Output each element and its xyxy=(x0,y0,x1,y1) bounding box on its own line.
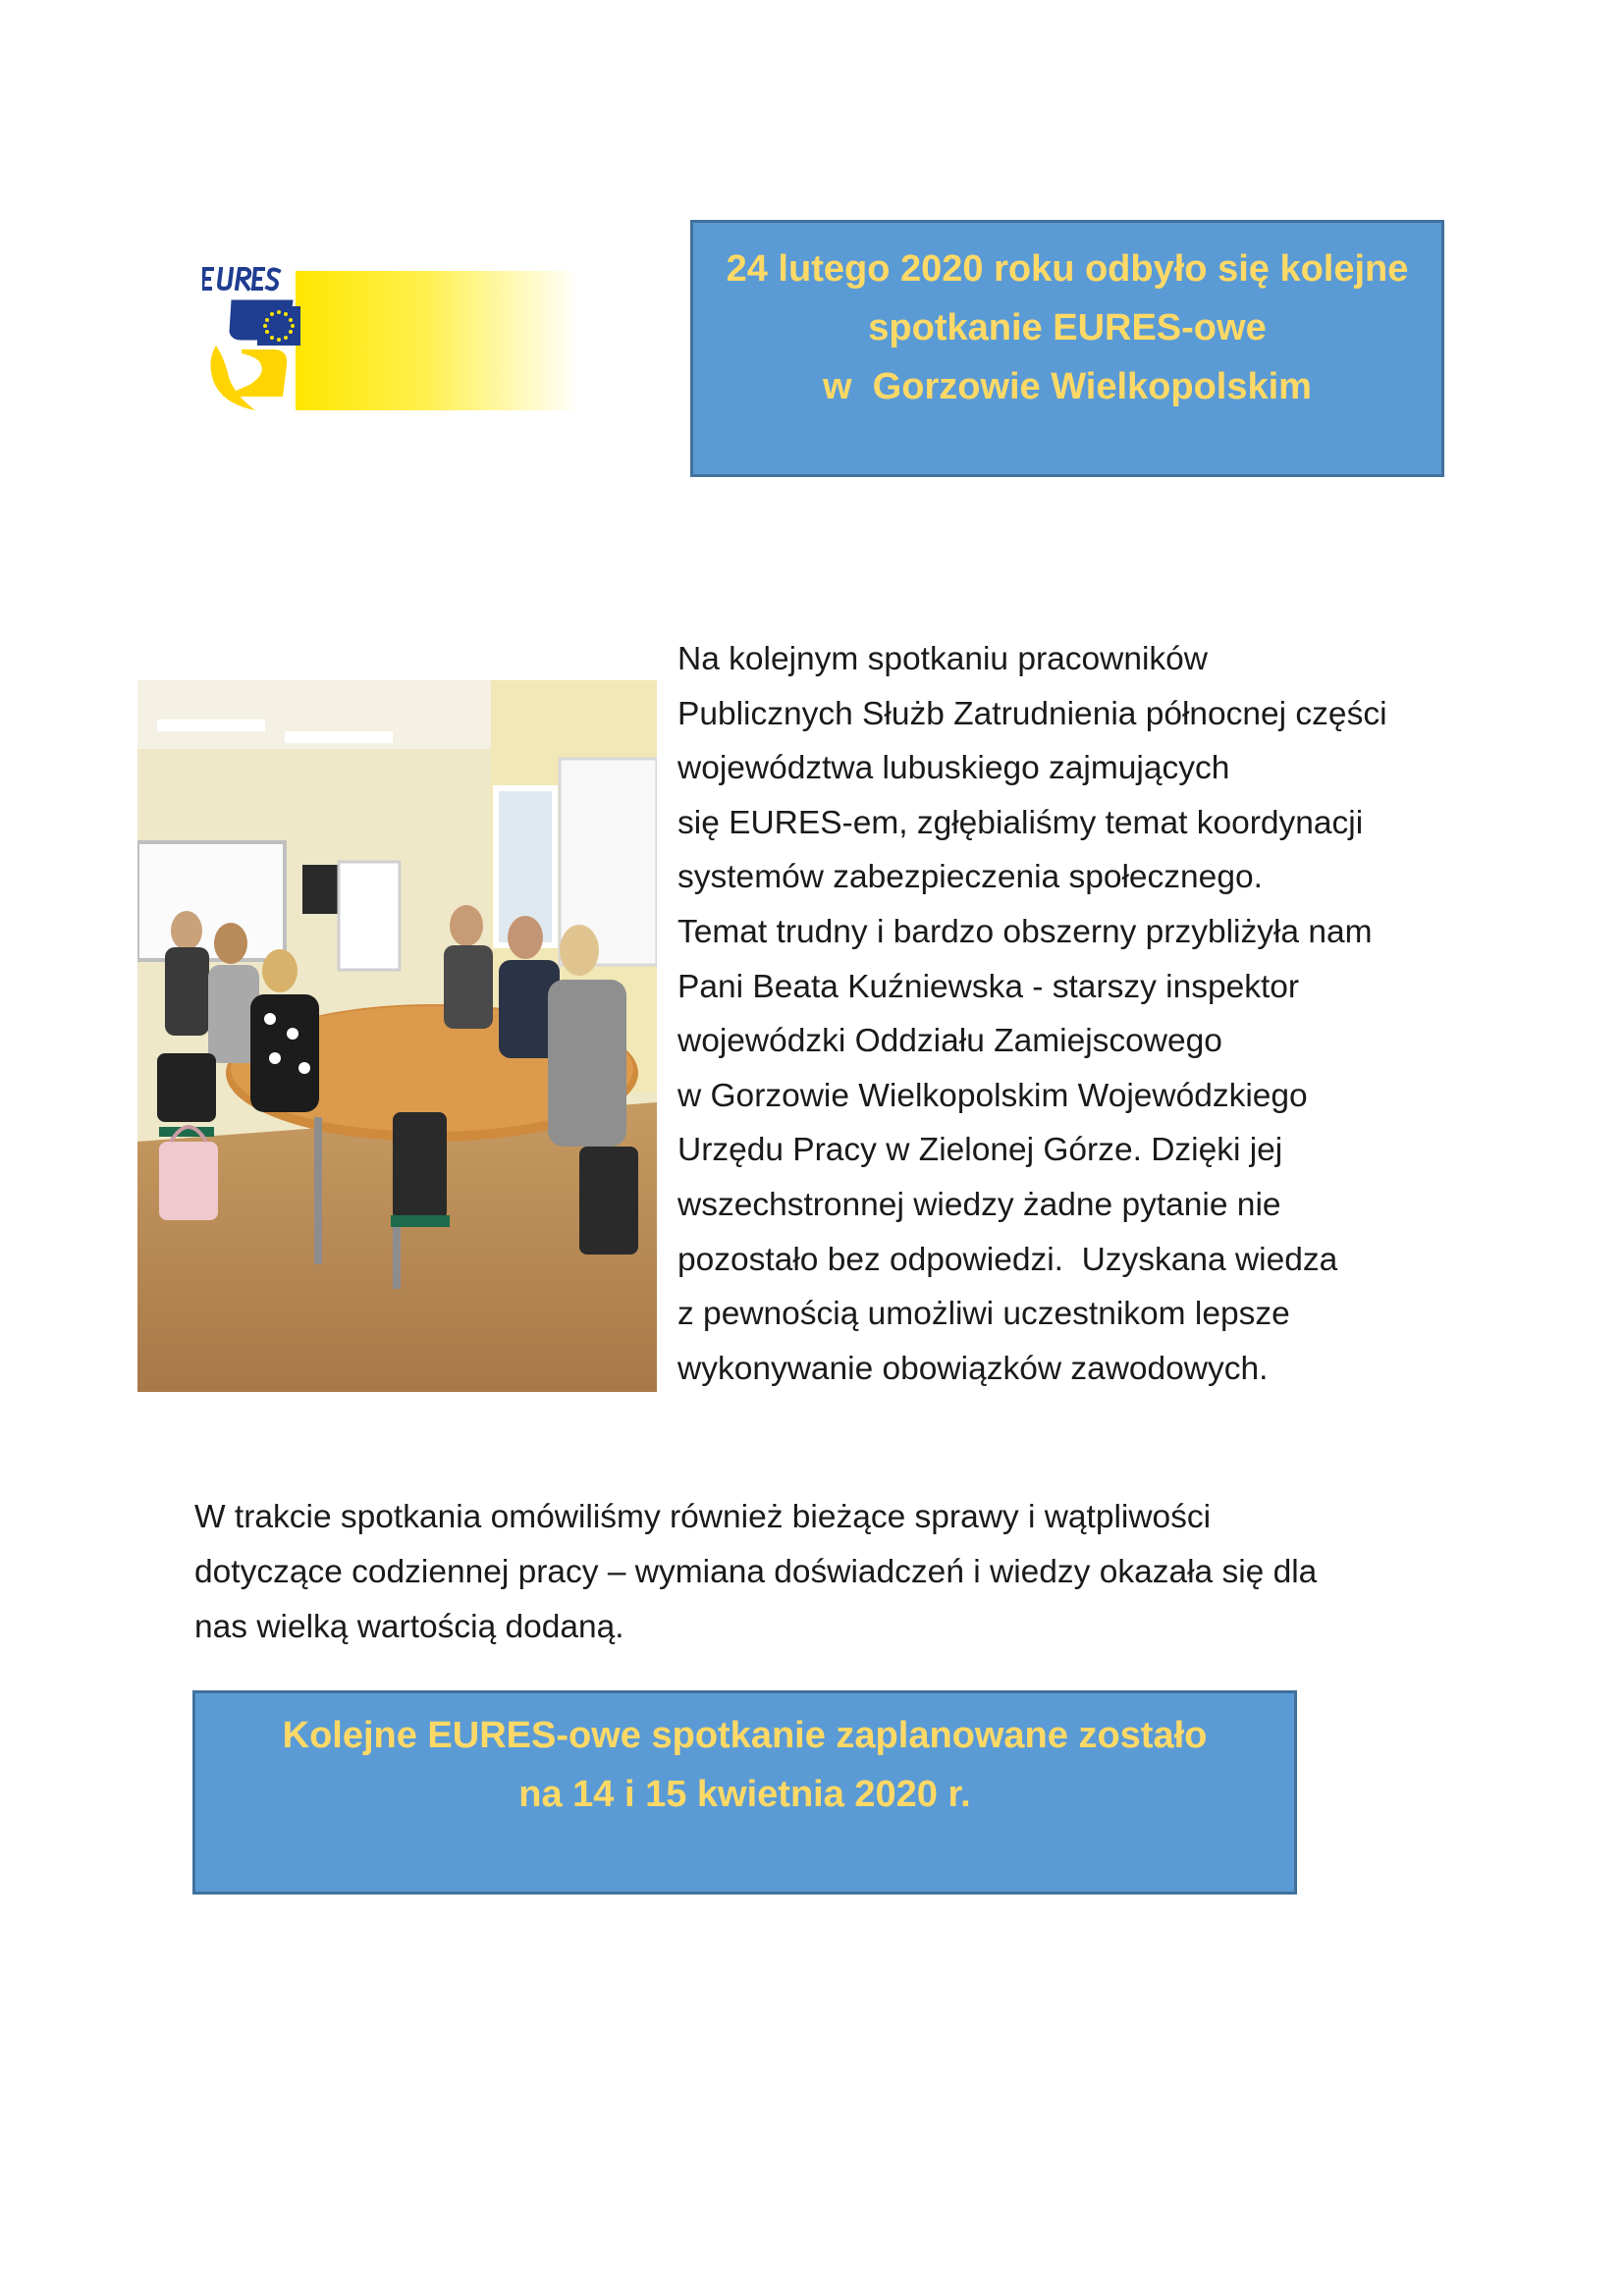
intro-line: Pani Beata Kuźniewska - starszy inspektor xyxy=(677,968,1300,1005)
header-line: spotkanie EURES-owe xyxy=(868,307,1267,348)
header-line: w Gorzowie Wielkopolskim xyxy=(823,366,1312,407)
summary-line: W trakcie spotkania omówiliśmy również bieżące sprawy i wątpliwości xyxy=(194,1499,1212,1535)
meeting-photo xyxy=(137,680,657,1392)
intro-line: Temat trudny i bardzo obszerny przybliżyła nam xyxy=(677,913,1373,950)
intro-line: województwa lubuskiego zajmujących xyxy=(677,750,1230,787)
intro-line: wykonywanie obowiązków zawodowych. xyxy=(677,1350,1269,1387)
summary-paragraph xyxy=(194,1490,1471,1655)
intro-line: w Gorzowie Wielkopolskim Wojewódzkiego xyxy=(677,1077,1308,1114)
next-meeting-box xyxy=(192,1690,1297,1895)
summary-line: nas wielką wartością dodaną. xyxy=(194,1609,624,1645)
intro-line: się EURES-em, zgłębialiśmy temat koordynacji xyxy=(677,804,1364,841)
intro-paragraph xyxy=(677,632,1542,1396)
summary-line: dotyczące codziennej pracy – wymiana doświadczeń i wiedzy okazała się dla xyxy=(194,1554,1318,1590)
intro-line: z pewnością umożliwi uczestnikom lepsze xyxy=(677,1296,1290,1333)
next-meeting-line: na 14 i 15 kwietnia 2020 r. xyxy=(518,1774,971,1815)
intro-line: Publicznych Służb Zatrudnienia północnej części xyxy=(677,695,1387,732)
intro-line: pozostało bez odpowiedzi. Uzyskana wiedza xyxy=(677,1241,1338,1278)
next-meeting-line: Kolejne EURES-owe spotkanie zaplanowane zostało xyxy=(282,1715,1208,1756)
intro-line: Na kolejnym spotkaniu pracowników xyxy=(677,641,1208,677)
intro-line: wojewódzki Oddziału Zamiejscowego xyxy=(677,1023,1222,1060)
intro-line: Urzędu Pracy w Zielonej Górze. Dzięki jej xyxy=(677,1132,1283,1169)
intro-line: systemów zabezpieczenia społecznego. xyxy=(677,859,1263,896)
eures-logo xyxy=(202,267,580,414)
header-box xyxy=(690,220,1444,477)
header-line: 24 lutego 2020 roku odbyło się kolejne xyxy=(726,248,1409,290)
intro-line: wszechstronnej wiedzy żadne pytanie nie xyxy=(677,1186,1281,1223)
